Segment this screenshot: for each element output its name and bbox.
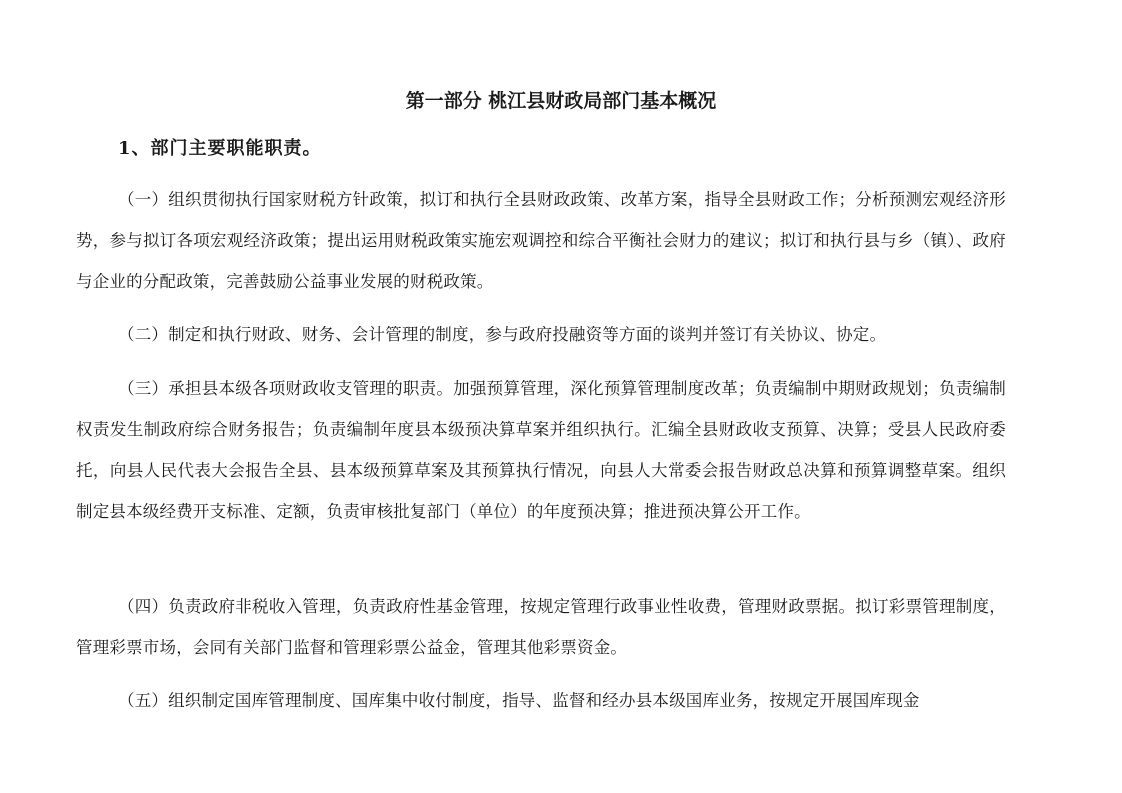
paragraph-duty-1: （一）组织贯彻执行国家财税方针政策，拟订和执行全县财政政策、改革方案，指导全县财政工作；分析预测宏观经济形势，参与拟订各项宏观经济政策；提出运用财税政策实施宏观调控和综合平衡社会财力的建议；拟订和执行县与乡（镇）、政府与企业的分配政策，完善鼓励公益事业发展的财税政策。	[76, 190, 1006, 291]
paragraph-duty-3: （三）承担县本级各项财政收支管理的职责。加强预算管理，深化预算管理制度改革；负责编制中期财政规划；负责编制权责发生制政府综合财务报告；负责编制年度县本级预决算草案并组织执行。汇编全县财政收支预算、决算；受县人民政府委托，向县人民代表大会报告全县、县本级预算草案及其预算执行情况，向县人大常委会报告财政总决算和预算调整草案。组织制定县本级经费开支标准、定额，负责审核批复部门（单位）的年度预决算；推进预决算公开工作。	[76, 379, 1006, 521]
paragraph-duty-5: （五）组织制定国库管理制度、国库集中收付制度，指导、监督和经办县本级国库业务，按规定开展国库现金	[118, 691, 920, 710]
section-heading: 1、部门主要职能职责。	[118, 138, 322, 159]
document-title: 第一部分 桃江县财政局部门基本概况	[405, 90, 717, 112]
paragraph-duty-2: （二）制定和执行财政、财务、会计管理的制度，参与政府投融资等方面的谈判并签订有关协议、协定。	[118, 325, 887, 344]
paragraph-duty-4: （四）负责政府非税收入管理，负责政府性基金管理，按规定管理行政事业性收费，管理财政票据。拟订彩票管理制度，管理彩票市场，会同有关部门监督和管理彩票公益金，管理其他彩票资金。	[76, 597, 1006, 657]
